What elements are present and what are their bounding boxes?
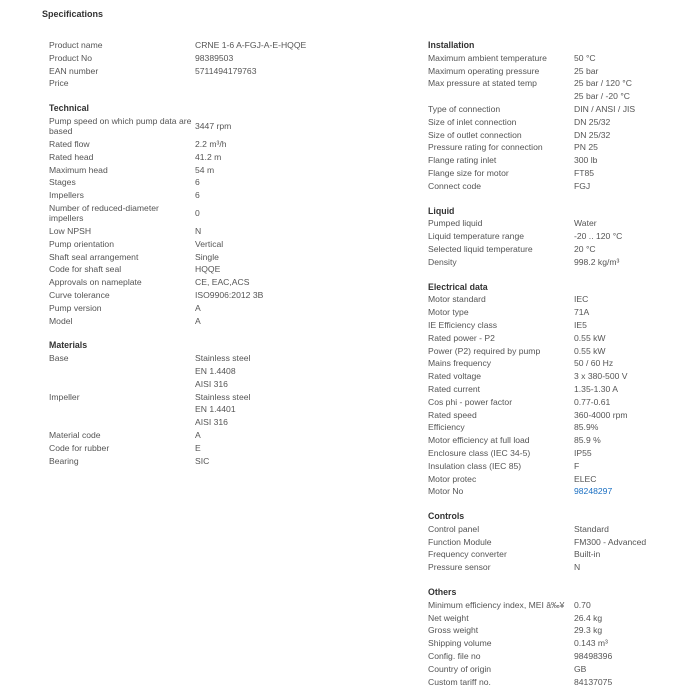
spec-value [195, 138, 379, 151]
spec-label: Maximum operating pressure [428, 65, 540, 76]
spec-row [49, 202, 379, 225]
spec-value-text: 85.9 % [574, 435, 601, 446]
spec-row [428, 230, 688, 243]
spec-row [428, 256, 688, 269]
spec-value-line: AISI 316 [195, 378, 228, 389]
spec-value-text: -20 .. 120 °C [574, 231, 623, 242]
spec-value-text: 998.2 kg/m³ [574, 256, 620, 267]
spec-row [49, 151, 379, 164]
spec-row [428, 447, 688, 460]
spec-row [428, 243, 688, 256]
spec-label: Type of connection [428, 103, 501, 114]
spec-label: Pressure rating for connection [428, 142, 543, 153]
spec-value-text: A [195, 429, 201, 440]
spec-row [428, 624, 688, 637]
section-electrical-data [428, 281, 688, 499]
spec-value [574, 141, 688, 154]
spec-row [428, 141, 688, 154]
spec-row [428, 421, 688, 434]
spec-value [574, 332, 688, 345]
spec-label: Minimum efficiency index, MEI â‰¥ [428, 599, 565, 610]
spec-value [574, 217, 688, 230]
spec-value [195, 302, 379, 315]
spec-value [574, 180, 688, 193]
spec-value-text: HQQE [195, 264, 221, 275]
spec-value [195, 65, 379, 78]
spec-value-text: N [195, 225, 202, 236]
spec-value [195, 189, 379, 202]
spec-value [574, 306, 688, 319]
spec-label: Maximum ambient temperature [428, 52, 547, 63]
spec-label: Pressure sensor [428, 562, 491, 573]
spec-value-text: 360-4000 rpm [574, 409, 628, 420]
spec-row [428, 536, 688, 549]
spec-label: EAN number [49, 65, 99, 76]
spec-row [428, 409, 688, 422]
spec-label: Approvals on nameplate [49, 277, 142, 288]
spec-row [428, 473, 688, 486]
spec-value [574, 396, 688, 409]
spec-value-text: 20 °C [574, 243, 596, 254]
spec-value [574, 447, 688, 460]
spec-value-text: GB [574, 663, 587, 674]
spec-row [428, 154, 688, 167]
spec-value [195, 391, 379, 429]
spec-label: IE Efficiency class [428, 319, 498, 330]
spec-value [195, 442, 379, 455]
spec-row [49, 315, 379, 328]
spec-value [574, 548, 688, 561]
spec-row [428, 460, 688, 473]
spec-row [428, 434, 688, 447]
spec-row [49, 251, 379, 264]
spec-label: Low NPSH [49, 225, 92, 236]
spec-label: Enclosure class (IEC 34-5) [428, 447, 531, 458]
spec-label: Bearing [49, 455, 79, 466]
spec-value [574, 293, 688, 306]
spec-label: Shipping volume [428, 638, 492, 649]
spec-row [428, 293, 688, 306]
spec-row [49, 115, 379, 138]
spec-label: Rated current [428, 383, 481, 394]
spec-value-text: 0.55 kW [574, 332, 606, 343]
spec-value [574, 637, 688, 650]
spec-label: Size of outlet connection [428, 129, 522, 140]
spec-row [49, 263, 379, 276]
spec-label: Frequency converter [428, 549, 507, 560]
spec-value [574, 624, 688, 637]
spec-value [574, 167, 688, 180]
spec-value-line: 25 bar / 120 °C [574, 78, 632, 89]
spec-value-text: 6 [195, 190, 200, 201]
spec-row [428, 357, 688, 370]
spec-label: Density [428, 256, 457, 267]
spec-row [428, 129, 688, 142]
spec-value [195, 289, 379, 302]
spec-label: Product No [49, 52, 92, 63]
spec-value [195, 251, 379, 264]
section-materials [49, 339, 379, 467]
spec-value-text: 5711494179763 [195, 65, 257, 76]
spec-label: Code for shaft seal [49, 264, 122, 275]
spec-label: Liquid temperature range [428, 231, 525, 242]
spec-value [574, 434, 688, 447]
spec-value-text: 0.143 m³ [574, 638, 608, 649]
section-heading: Others [428, 587, 457, 598]
spec-row [49, 238, 379, 251]
spec-label: Material code [49, 429, 101, 440]
spec-value [574, 319, 688, 332]
spec-value [574, 599, 688, 612]
spec-label: Control panel [428, 523, 480, 534]
spec-value [195, 77, 379, 90]
spec-value-text: PN 25 [574, 142, 598, 153]
spec-row [428, 548, 688, 561]
spec-label: Pump orientation [49, 238, 114, 249]
spec-value [195, 39, 379, 52]
spec-value [195, 151, 379, 164]
spec-label: Efficiency [428, 422, 465, 433]
spec-value-text: Single [195, 251, 219, 262]
spec-label: Impellers [49, 190, 84, 201]
spec-row [428, 116, 688, 129]
spec-value-text: 0 [195, 208, 200, 219]
section-heading: Materials [49, 340, 88, 351]
spec-value [195, 225, 379, 238]
spec-value-text: 3 x 380-500 V [574, 371, 628, 382]
spec-row [428, 319, 688, 332]
spec-row [428, 396, 688, 409]
spec-row [428, 676, 688, 689]
section-heading: Installation [428, 40, 475, 50]
spec-value-text: 6 [195, 177, 200, 188]
section-installation [428, 39, 688, 193]
spec-row [49, 52, 379, 65]
section-heading: Controls [428, 511, 465, 522]
spec-value-text: 1.35-1.30 A [574, 383, 618, 394]
spec-label: Motor No [428, 486, 464, 497]
spec-value [574, 523, 688, 536]
spec-value [574, 383, 688, 396]
spec-value-text: F [574, 460, 580, 471]
spec-label: Code for rubber [49, 442, 110, 453]
spec-value [195, 352, 379, 390]
spec-label: Motor protec [428, 473, 477, 484]
spec-label: Max pressure at stated temp [428, 78, 537, 89]
spec-label: Flange rating inlet [428, 155, 497, 166]
spec-label: Curve tolerance [49, 289, 110, 300]
spec-row [428, 523, 688, 536]
spec-value-text: 0.70 [574, 599, 591, 610]
spec-value [195, 263, 379, 276]
spec-value-text: IE5 [574, 319, 587, 330]
spec-row [428, 52, 688, 65]
spec-value [574, 345, 688, 358]
spec-value-text: 41.2 m [195, 151, 222, 162]
spec-label: Mains frequency [428, 358, 492, 369]
spec-value-text: 98498396 [574, 651, 613, 662]
spec-value-text: DN 25/32 [574, 129, 611, 140]
spec-row [49, 302, 379, 315]
spec-value [574, 103, 688, 116]
spec-label: Insulation class (IEC 85) [428, 460, 522, 471]
spec-label: Flange size for motor [428, 167, 509, 178]
section-heading: Liquid [428, 205, 455, 216]
spec-row [49, 442, 379, 455]
spec-value [195, 238, 379, 251]
spec-value [195, 315, 379, 328]
spec-label: Base [49, 353, 69, 364]
spec-row [49, 276, 379, 289]
spec-row [428, 383, 688, 396]
spec-value [574, 650, 688, 663]
spec-label: Rated voltage [428, 371, 482, 382]
spec-label: Motor standard [428, 294, 486, 305]
spec-value [574, 256, 688, 269]
spec-value [195, 164, 379, 177]
spec-label: Connect code [428, 180, 482, 191]
spec-value-text: 29.3 kg [574, 625, 603, 636]
spec-value-text: 2.2 m³/h [195, 138, 227, 149]
spec-value [574, 65, 688, 78]
spec-label: Rated power - P2 [428, 332, 495, 343]
spec-row [428, 370, 688, 383]
spec-label: Rated speed [428, 409, 477, 420]
spec-label: Rated flow [49, 138, 90, 149]
spec-row [428, 65, 688, 78]
spec-label: Function Module [428, 536, 492, 547]
spec-value-text: A [195, 315, 201, 326]
spec-label: Motor type [428, 307, 469, 318]
spec-value [574, 460, 688, 473]
spec-value [195, 202, 379, 225]
section-controls [428, 510, 688, 574]
spec-value [574, 116, 688, 129]
spec-value-line: Stainless steel [195, 391, 251, 402]
spec-value [574, 561, 688, 574]
spec-label: Country of origin [428, 663, 492, 674]
spec-value [195, 276, 379, 289]
spec-label: Model [49, 315, 73, 326]
spec-value-text: A [195, 302, 201, 313]
spec-row [49, 65, 379, 78]
spec-row [428, 663, 688, 676]
spec-value-text: DN 25/32 [574, 116, 611, 127]
spec-value [195, 455, 379, 468]
spec-value-text: 71A [574, 307, 590, 318]
spec-value-text: CRNE 1-6 A-FGJ-A-E-HQQE [195, 40, 307, 50]
spec-value [574, 536, 688, 549]
spec-row [49, 138, 379, 151]
spec-value [195, 176, 379, 189]
spec-row [428, 332, 688, 345]
spec-value-text: 54 m [195, 164, 215, 175]
spec-value-text: E [195, 442, 201, 453]
section-heading: Electrical data [428, 281, 488, 292]
section-technical [49, 102, 379, 327]
spec-value-text: CE, EAC,ACS [195, 277, 250, 288]
spec-row [428, 180, 688, 193]
spec-row [428, 612, 688, 625]
spec-label: Maximum head [49, 164, 108, 175]
spec-value-line: EN 1.4408 [195, 365, 236, 376]
spec-label: Motor efficiency at full load [428, 435, 530, 446]
right-column [428, 39, 688, 700]
spec-value [574, 357, 688, 370]
spec-value-text: FM300 - Advanced [574, 536, 647, 547]
spec-value-text: IEC [574, 294, 589, 305]
spec-value [574, 230, 688, 243]
spec-value-line: EN 1.4401 [195, 404, 236, 415]
spec-value-text: ELEC [574, 473, 597, 484]
spec-value-text: Built-in [574, 549, 601, 560]
spec-row [49, 77, 379, 90]
spec-value-text: 0.77-0.61 [574, 396, 611, 407]
spec-value-text: N [574, 562, 581, 573]
spec-value-line: AISI 316 [195, 417, 228, 428]
spec-row [49, 429, 379, 442]
spec-row [428, 561, 688, 574]
section-others [428, 586, 688, 688]
spec-label: Impeller [49, 391, 80, 402]
spec-value [574, 243, 688, 256]
spec-row [428, 217, 688, 230]
spec-row [428, 77, 688, 103]
section-liquid [428, 205, 688, 269]
spec-row [49, 225, 379, 238]
spec-row [428, 485, 688, 498]
spec-value-line: Stainless steel [195, 353, 251, 364]
spec-label: Shaft seal arrangement [49, 251, 139, 262]
spec-row [428, 650, 688, 663]
spec-value [574, 409, 688, 422]
spec-value [574, 52, 688, 65]
spec-label: Cos phi - power factor [428, 396, 513, 407]
spec-value [195, 115, 379, 138]
spec-value [574, 663, 688, 676]
spec-value [574, 421, 688, 434]
spec-value-text: 3447 rpm [195, 121, 232, 132]
spec-row [428, 637, 688, 650]
spec-value [574, 77, 688, 103]
spec-label: Selected liquid temperature [428, 243, 533, 254]
spec-value [195, 429, 379, 442]
spec-row [49, 352, 379, 390]
page-title: Specifications [42, 9, 104, 19]
spec-value-text: 50 / 60 Hz [574, 358, 614, 369]
spec-label: Rated head [49, 151, 94, 162]
spec-row [428, 345, 688, 358]
spec-label: Config. file no [428, 651, 481, 662]
motor-number-link[interactable]: 98248297 [574, 486, 613, 497]
spec-value-text: IP55 [574, 447, 592, 458]
spec-value [574, 129, 688, 142]
spec-value [574, 154, 688, 167]
spec-value-text: FGJ [574, 180, 591, 191]
spec-row [428, 306, 688, 319]
spec-value-text: Water [574, 218, 597, 229]
spec-row [49, 289, 379, 302]
spec-value-text: 26.4 kg [574, 612, 603, 623]
spec-label: Product name [49, 40, 103, 50]
spec-value-text: 98389503 [195, 52, 234, 63]
spec-value-text: 50 °C [574, 52, 596, 63]
section-general [49, 39, 379, 90]
spec-value [574, 612, 688, 625]
spec-value [574, 473, 688, 486]
spec-value-text: Standard [574, 523, 609, 534]
spec-label: Custom tariff no. [428, 676, 491, 687]
spec-value-text: DIN / ANSI / JIS [574, 103, 636, 114]
spec-value [574, 676, 688, 689]
spec-value [574, 370, 688, 383]
spec-value-text: SIC [195, 455, 210, 466]
spec-value-text: ISO9906:2012 3B [195, 289, 264, 300]
spec-label: Power (P2) required by pump [428, 345, 541, 356]
spec-label: Gross weight [428, 625, 479, 636]
spec-row [428, 167, 688, 180]
section-heading: Technical [49, 103, 89, 114]
spec-row [49, 189, 379, 202]
spec-value-line: 25 bar / -20 °C [574, 91, 630, 102]
spec-label: Pump version [49, 302, 102, 313]
spec-row [49, 455, 379, 468]
spec-row [49, 391, 379, 429]
spec-value-text: FT85 [574, 167, 595, 178]
left-column [49, 39, 379, 479]
spec-value-text: 84137075 [574, 676, 613, 687]
spec-label: Size of inlet connection [428, 116, 517, 127]
spec-value-text: 300 lb [574, 155, 598, 166]
spec-value-text: Vertical [195, 238, 224, 249]
spec-row [428, 103, 688, 116]
spec-value-text: 25 bar [574, 65, 599, 76]
spec-row [49, 164, 379, 177]
spec-row [49, 176, 379, 189]
spec-row [49, 39, 379, 52]
spec-label: Price [49, 78, 69, 89]
spec-value-text: 85.9% [574, 422, 599, 433]
spec-value [195, 52, 379, 65]
spec-label: Pumped liquid [428, 218, 483, 229]
spec-label: Net weight [428, 612, 469, 623]
spec-label: Pump speed on which pump data are based [49, 115, 192, 137]
spec-value [574, 485, 688, 498]
spec-label: Stages [49, 177, 76, 188]
spec-row [428, 599, 688, 612]
spec-value-text: 0.55 kW [574, 345, 606, 356]
spec-label: Number of reduced-diameter impellers [49, 202, 159, 224]
